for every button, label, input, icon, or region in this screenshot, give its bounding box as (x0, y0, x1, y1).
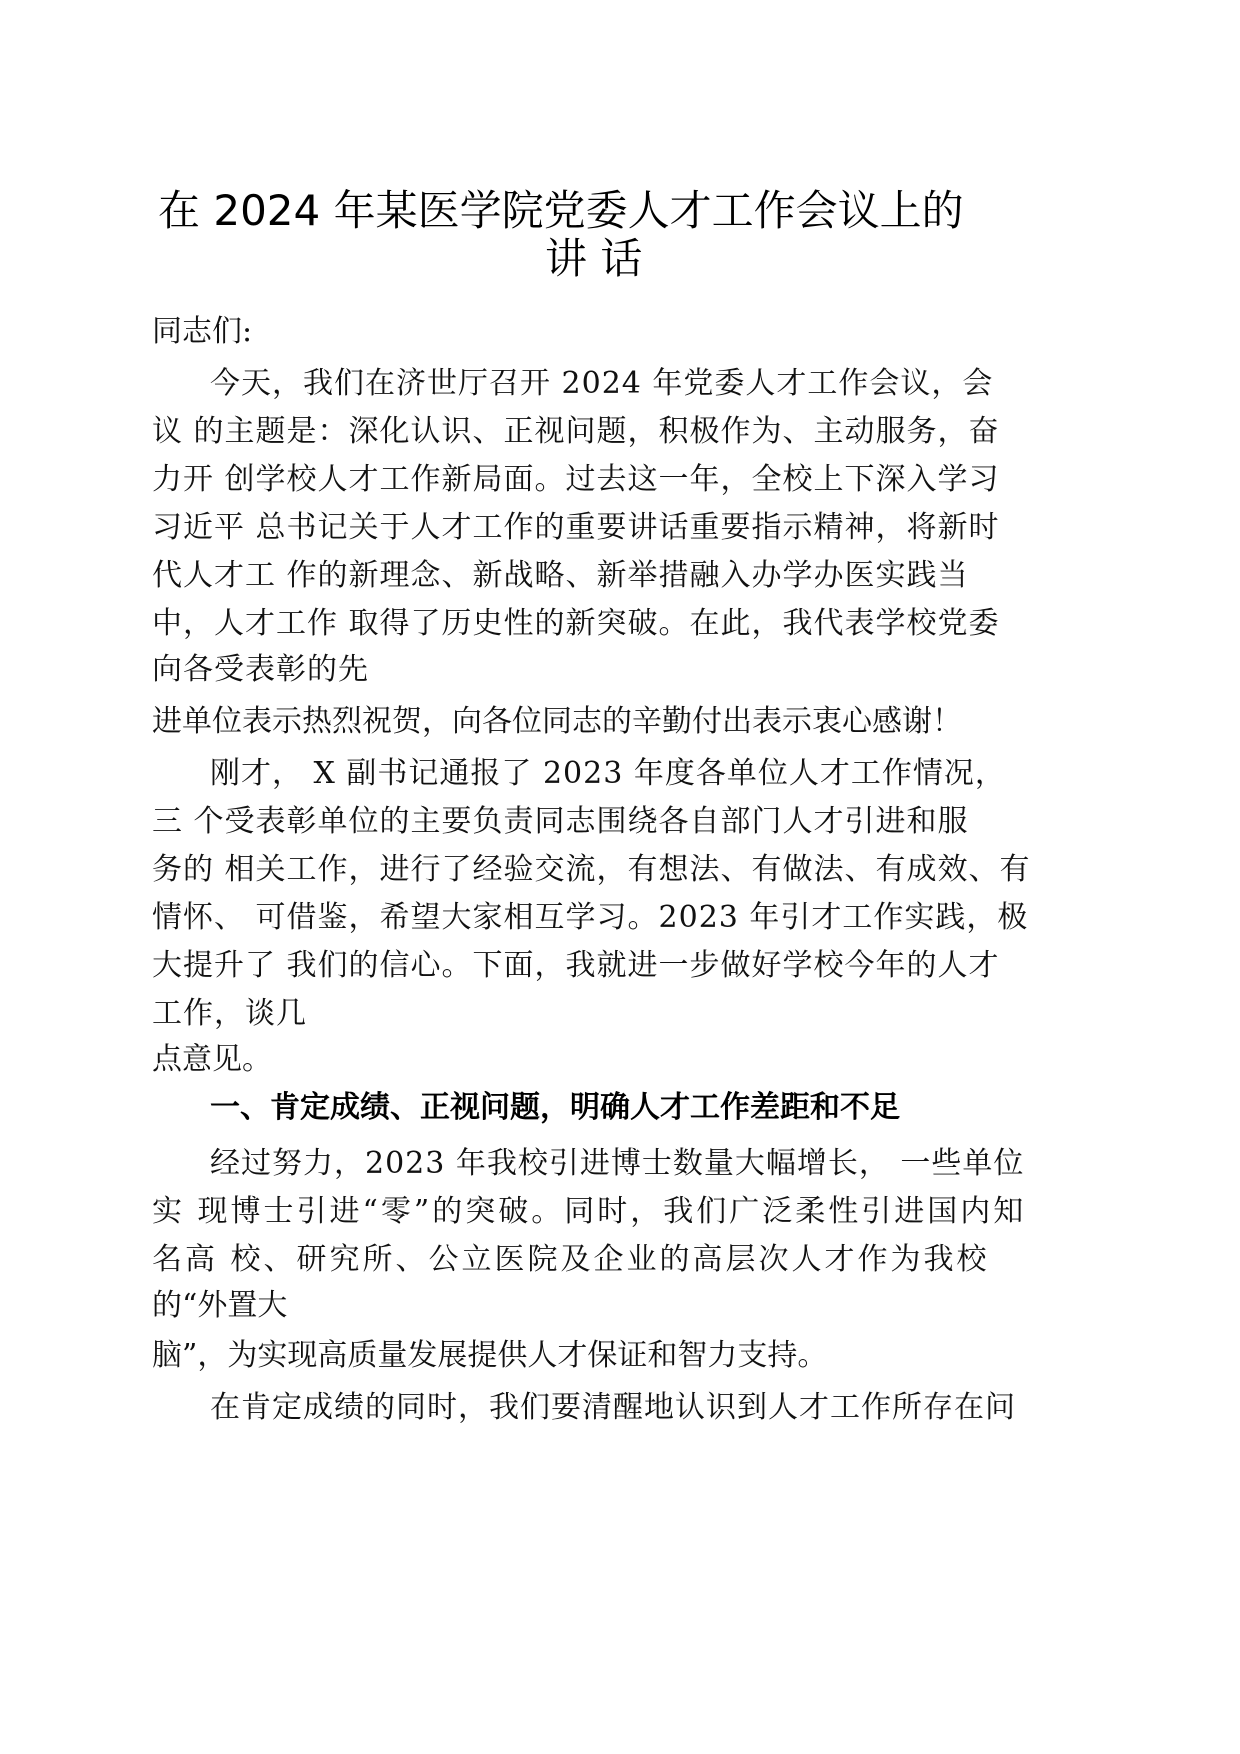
paragraph-3-line: 名高 校、研究所、公立医院及企业的高层次人才作为我校 (152, 1242, 990, 1277)
paragraph-4-line: 在肯定成绩的同时，我们要清醒地认识到人才工作所存在问 (210, 1390, 1016, 1425)
paragraph-1-line: 力开 创学校人才工作新局面。过去这一年，全校上下深入学习 (152, 462, 1000, 497)
paragraph-1-line: 习近平 总书记关于人才工作的重要讲话重要指示精神，将新时 (152, 510, 1000, 545)
paragraph-1-line: 向各受表彰的先 (152, 652, 369, 687)
paragraph-1-line: 代人才工 作的新理念、新战略、新举措融入办学办医实践当 (152, 558, 969, 593)
paragraph-1-line: 进单位表示热烈祝贺，向各位同志的辛勤付出表示衷心感谢！ (152, 704, 962, 739)
document-title-line-1: 在 2024 年某医学院党委人才工作会议上的 (158, 186, 964, 235)
paragraph-3-line: 脑”，为实现高质量发展提供人才保证和智力支持。 (152, 1338, 828, 1373)
paragraph-3-line: 经过努力，2023 年我校引进博士数量大幅增长， 一些单位 (210, 1146, 1025, 1181)
paragraph-2-line: 三 个受表彰单位的主要负责同志围绕各自部门人才引进和服 (152, 804, 969, 839)
salutation: 同志们: (152, 314, 253, 349)
section-heading-1: 一、肯定成绩、正视问题，明确人才工作差距和不足 (210, 1090, 900, 1125)
paragraph-2-line: 点意见。 (152, 1042, 272, 1077)
paragraph-2-line: 工作，谈几 (152, 996, 307, 1031)
paragraph-2-line: 情怀、 可借鉴，希望大家相互学习。2023 年引才工作实践，极 (152, 900, 1029, 935)
paragraph-3-line: 实 现博士引进“零”的突破。同时，我们广泛柔性引进国内知 (152, 1194, 1027, 1229)
paragraph-1-line: 议 的主题是：深化认识、正视问题，积极作为、主动服务，奋 (152, 414, 1000, 449)
paragraph-2-line: 大提升了 我们的信心。下面，我就进一步做好学校今年的人才 (152, 948, 1000, 983)
paragraph-3-line: 的“外置大 (152, 1288, 288, 1323)
paragraph-1-line: 中，人才工作 取得了历史性的新突破。在此，我代表学校党委 (152, 606, 1000, 641)
document-title-line-2: 讲 话 (545, 234, 643, 283)
paragraph-2-line: 务的 相关工作，进行了经验交流，有想法、有做法、有成效、有 (152, 852, 1031, 887)
paragraph-2-line: 刚才， X 副书记通报了 2023 年度各单位人才工作情况， (210, 756, 1006, 791)
paragraph-1-line: 今天，我们在济世厅召开 2024 年党委人才工作会议，会 (210, 366, 994, 401)
